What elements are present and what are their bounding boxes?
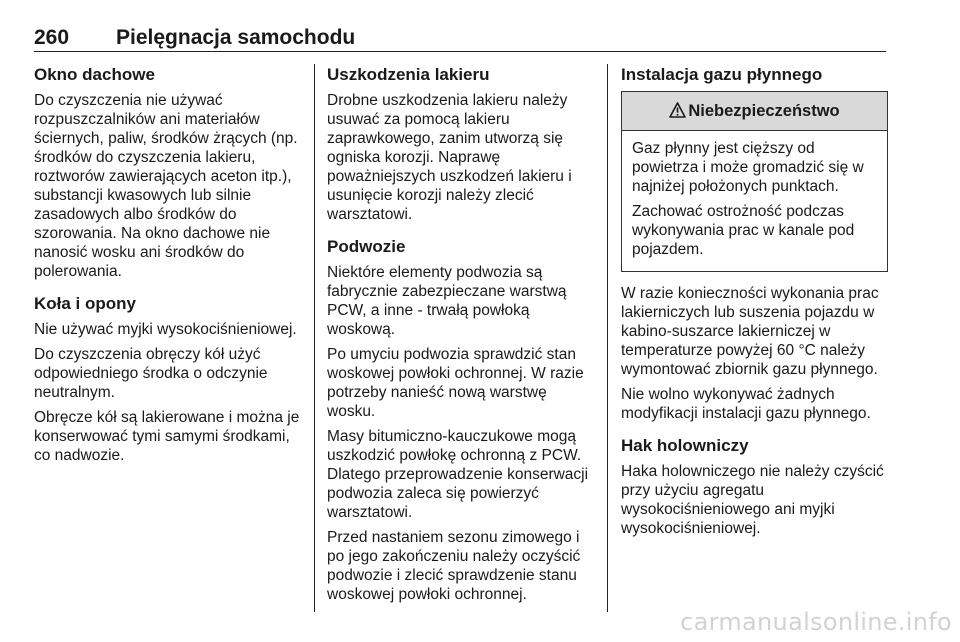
- warning-box: [621, 91, 888, 272]
- paragraph-okno: Do czyszczenia nie używać rozpuszczalników ani materiałów ściernych, paliw, środków żrących (np. środków do czyszczenia lakieru, roztworów zawierających aceton itp.), substancji kwasowych lub silnie zasadowych albo środków do szorowania. Na okno dachowe nie nanosić wosku ani środków do polerowania.: [34, 92, 298, 280]
- section-heading-podwozie: Podwozie: [327, 237, 406, 256]
- warning-label: Niebezpieczeństwo: [688, 102, 840, 120]
- page-title: Pielęgnacja samochodu: [116, 26, 356, 49]
- paragraph-kola-2: Do czyszczenia obręczy kół użyć odpowiedniego środka o odczynie neutralnym.: [34, 346, 268, 401]
- paragraph-kola-3: Obręcze kół są lakierowane i można je konserwować tymi samymi środkami, co nadwozie.: [34, 409, 300, 464]
- header-divider: [34, 51, 886, 52]
- paragraph-podwozie-1: Niektóre elementy podwozia są fabrycznie zabezpieczane warstwą PCW, a inne - trwałą powłoką woskową.: [327, 264, 567, 338]
- column-3: [621, 64, 888, 544]
- watermark: carmanualsonline.info: [680, 608, 952, 636]
- section-heading-hak-holowniczy: Hak holowniczy: [621, 436, 749, 455]
- warning-body: [622, 131, 887, 271]
- paragraph-podwozie-4: Przed nastaniem sezonu zimowego i po jego zakończeniu należy oczyścić podwozie i zlecić sprawdzenie stanu woskowej powłoki ochronnej.: [327, 529, 581, 603]
- column-1: [34, 64, 302, 471]
- warning-paragraph-1: Gaz płynny jest cięższy od powietrza i może gromadzić się w najniżej położonych punktach.: [632, 140, 864, 195]
- page-number: 260: [34, 26, 70, 49]
- section-heading-instalacja-gazu: Instalacja gazu płynnego: [621, 65, 823, 84]
- paragraph-podwozie-3: Masy bitumiczno-kauczukowe mogą uszkodzić powłokę ochronną z PCW. Dlatego przeprowadzenie konserwacji podwozia zaleca się powierzyć warsztatowi.: [327, 428, 589, 521]
- section-heading-okno-dachowe: Okno dachowe: [34, 65, 155, 84]
- paragraph-gaz-2: Nie wolno wykonywać żadnych modyfikacji instalacji gazu płynnego.: [621, 386, 871, 422]
- warning-triangle-icon: [669, 94, 686, 132]
- section-heading-kola-opony: Koła i opony: [34, 294, 136, 313]
- paragraph-podwozie-2: Po umyciu podwozia sprawdzić stan woskowej powłoki ochronnej. W razie potrzeby nanieść nową warstwę wosku.: [327, 346, 584, 420]
- column-2: [327, 64, 597, 610]
- paragraph-lakier: Drobne uszkodzenia lakieru należy usuwać za pomocą lakieru zaprawkowego, zanim utworzą się ogniska korozji. Naprawę poważniejszych uszkodzeń lakieru i usunięcie korozji należy zlecić warsztatowi.: [327, 92, 572, 223]
- paragraph-gaz-1: W razie konieczności wykonania prac lakierniczych lub suszenia pojazdu w kabino-suszarce lakierniczej w temperaturze powyżej 60 °C należy wymontować zbiornik gazu płynnego.: [621, 285, 879, 378]
- warning-header: [622, 92, 887, 131]
- section-heading-uszkodzenia-lakieru: Uszkodzenia lakieru: [327, 65, 490, 84]
- column-divider-2: [607, 64, 608, 612]
- paragraph-kola-1: Nie używać myjki wysokociśnieniowej.: [34, 321, 297, 338]
- warning-paragraph-2: Zachować ostrożność podczas wykonywania prac w kanale pod pojazdem.: [632, 203, 855, 258]
- page-header: [34, 26, 886, 52]
- paragraph-hak: Haka holowniczego nie należy czyścić przy użyciu agregatu wysokociśnieniowego ani myjki wysokociśnieniowej.: [621, 463, 884, 537]
- column-divider-1: [314, 64, 315, 612]
